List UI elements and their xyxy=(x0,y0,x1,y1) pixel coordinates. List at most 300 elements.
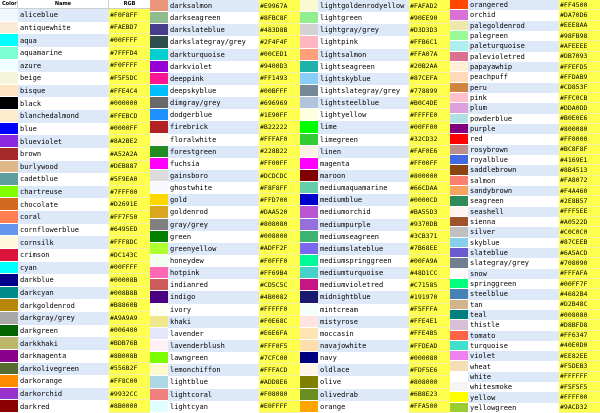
color-name: mediumvioletred xyxy=(318,279,409,291)
color-name: slateblue xyxy=(468,248,559,258)
color-hex: #9400D3 xyxy=(259,61,300,73)
color-hex: #778899 xyxy=(409,85,450,97)
color-name: orange xyxy=(318,401,409,413)
color-name: forestgreen xyxy=(168,146,259,158)
color-swatch xyxy=(150,243,168,255)
color-name: mistyrose xyxy=(318,316,409,328)
color-name: cornsilk xyxy=(18,236,109,249)
color-swatch xyxy=(150,61,168,73)
color-name: aliceblue xyxy=(18,9,109,22)
color-swatch xyxy=(0,299,18,312)
color-name: blue xyxy=(18,123,109,136)
table-row xyxy=(300,85,449,97)
color-hex: #808080 xyxy=(259,219,300,231)
color-name: lavenderblush xyxy=(168,340,259,352)
color-column-2 xyxy=(150,0,300,413)
color-name: peachpuff xyxy=(468,72,559,82)
color-swatch xyxy=(300,328,318,340)
color-name: thistle xyxy=(468,320,559,330)
color-hex: #B0E0E6 xyxy=(559,114,600,124)
color-hex: #FFEFD5 xyxy=(559,62,600,72)
color-hex: #FF1493 xyxy=(259,73,300,85)
color-swatch xyxy=(300,12,318,24)
color-swatch xyxy=(450,134,468,144)
color-hex: #4169E1 xyxy=(559,155,600,165)
color-column-4 xyxy=(450,0,600,413)
color-name: navajowhite xyxy=(318,340,409,352)
table-row xyxy=(450,186,599,196)
color-hex: #9ACD32 xyxy=(559,403,600,413)
color-name: turquoise xyxy=(468,341,559,351)
header-color: Color xyxy=(2,1,17,7)
color-hex: #D2691E xyxy=(109,198,150,211)
color-name: antiquewhite xyxy=(18,22,109,35)
color-hex: #CD853F xyxy=(559,83,600,93)
color-swatch xyxy=(0,325,18,338)
table-row xyxy=(300,134,449,146)
color-hex: #FF00FF xyxy=(409,158,450,170)
color-swatch xyxy=(150,73,168,85)
color-hex: #008B8B xyxy=(109,287,150,300)
color-name: cornflowerblue xyxy=(18,224,109,237)
color-name: orangered xyxy=(468,0,559,10)
color-swatch xyxy=(0,161,18,174)
color-swatch xyxy=(300,401,318,413)
color-swatch xyxy=(300,231,318,243)
color-swatch xyxy=(450,176,468,186)
color-swatch xyxy=(0,22,18,35)
table-row xyxy=(300,316,449,328)
color-swatch xyxy=(450,310,468,320)
color-name: tomato xyxy=(468,331,559,341)
color-swatch xyxy=(150,340,168,352)
color-name: maroon xyxy=(318,170,409,182)
table-row xyxy=(450,83,599,93)
table-row xyxy=(150,73,299,85)
color-hex: #87CEEB xyxy=(559,238,600,248)
table-row xyxy=(150,170,299,182)
table-row xyxy=(150,316,299,328)
color-swatch xyxy=(150,352,168,364)
color-name: mediumseagreen xyxy=(318,231,409,243)
table-row xyxy=(0,224,149,237)
color-name: orchid xyxy=(468,10,559,20)
color-hex: #FFC0CB xyxy=(559,93,600,103)
color-swatch xyxy=(300,304,318,316)
color-swatch xyxy=(300,194,318,206)
table-row xyxy=(150,279,299,291)
color-name: fuchsia xyxy=(168,158,259,170)
color-hex: #BA55D3 xyxy=(409,206,450,218)
color-hex: #8B008B xyxy=(109,350,150,363)
color-hex: #A0522D xyxy=(559,217,600,227)
color-hex: #5F9EA0 xyxy=(109,173,150,186)
table-row xyxy=(450,21,599,31)
color-hex: #F8F8FF xyxy=(259,182,300,194)
color-name: hotpink xyxy=(168,267,259,279)
color-hex: #E9967A xyxy=(259,0,300,12)
table-row xyxy=(450,155,599,165)
color-hex: #006400 xyxy=(109,325,150,338)
color-name: lemonchiffon xyxy=(168,364,259,376)
color-name: bisque xyxy=(18,85,109,98)
table-row xyxy=(150,304,299,316)
color-swatch xyxy=(450,124,468,134)
color-swatch xyxy=(0,249,18,262)
color-swatch xyxy=(450,103,468,113)
color-hex: #87CEFA xyxy=(409,73,450,85)
color-name: chartreuse xyxy=(18,186,109,199)
color-name: khaki xyxy=(168,316,259,328)
color-swatch xyxy=(0,97,18,110)
color-swatch xyxy=(150,401,168,413)
color-name: lightgreen xyxy=(318,12,409,24)
color-name: palegoldenrod xyxy=(468,21,559,31)
color-swatch xyxy=(450,392,468,402)
table-row xyxy=(300,352,449,364)
color-hex: #DB7093 xyxy=(559,52,600,62)
table-row xyxy=(450,41,599,51)
table-row xyxy=(150,109,299,121)
color-name: mediumorchid xyxy=(318,206,409,218)
color-swatch xyxy=(150,97,168,109)
color-name: white xyxy=(468,372,559,382)
color-hex: #A9A9A9 xyxy=(109,312,150,325)
color-swatch xyxy=(450,41,468,51)
color-hex: #EE82EE xyxy=(559,351,600,361)
table-row xyxy=(300,182,449,194)
color-hex: #00FF00 xyxy=(409,121,450,133)
table-row xyxy=(450,331,599,341)
color-hex: #FFF0F5 xyxy=(259,340,300,352)
color-name: seagreen xyxy=(468,196,559,206)
color-name: lightpink xyxy=(318,36,409,48)
color-swatch xyxy=(0,262,18,275)
color-hex: #483D8B xyxy=(259,24,300,36)
color-hex: #FFFACD xyxy=(259,364,300,376)
color-hex: #FF0000 xyxy=(559,134,600,144)
table-row xyxy=(0,123,149,136)
table-row xyxy=(0,72,149,85)
color-hex: #FFB6C1 xyxy=(409,36,450,48)
color-swatch xyxy=(300,389,318,401)
color-name: snow xyxy=(468,269,559,279)
color-name: lightseagreen xyxy=(318,61,409,73)
color-hex: #000080 xyxy=(409,352,450,364)
color-hex: #FF7F50 xyxy=(109,211,150,224)
color-hex: #0000FF xyxy=(109,123,150,136)
color-hex: #6495ED xyxy=(109,224,150,237)
color-name: darkturquoise xyxy=(168,49,259,61)
color-swatch xyxy=(300,61,318,73)
table-row xyxy=(150,352,299,364)
color-swatch xyxy=(0,34,18,47)
color-hex: #6B8E23 xyxy=(409,389,450,401)
color-swatch xyxy=(150,255,168,267)
color-name: purple xyxy=(468,124,559,134)
color-name: chocolate xyxy=(18,198,109,211)
color-name: magenta xyxy=(318,158,409,170)
color-hex: #1E90FF xyxy=(259,109,300,121)
color-name: skyblue xyxy=(468,238,559,248)
color-swatch xyxy=(0,135,18,148)
color-name: darkgreen xyxy=(18,325,109,338)
color-swatch xyxy=(0,363,18,376)
color-name: aqua xyxy=(18,34,109,47)
color-swatch xyxy=(150,24,168,36)
color-name: cyan xyxy=(18,262,109,275)
color-swatch xyxy=(0,47,18,60)
color-name: darkgray/grey xyxy=(18,312,109,325)
color-hex: #2F4F4F xyxy=(259,36,300,48)
color-hex: #FFD700 xyxy=(259,194,300,206)
color-swatch xyxy=(450,258,468,268)
table-row xyxy=(300,12,449,24)
color-swatch xyxy=(150,376,168,388)
color-hex: #FFFF00 xyxy=(559,392,600,402)
color-name: paleturquoise xyxy=(468,41,559,51)
color-swatch xyxy=(150,36,168,48)
color-hex: #FF8C00 xyxy=(109,375,150,388)
table-row xyxy=(450,320,599,330)
color-name: blanchedalmond xyxy=(18,110,109,123)
color-name: burlywood xyxy=(18,161,109,174)
color-hex: #00FF7F xyxy=(559,279,600,289)
color-hex: #FDF5E6 xyxy=(409,364,450,376)
table-row xyxy=(450,207,599,217)
color-hex: #4682B4 xyxy=(559,289,600,299)
color-name: lightskyblue xyxy=(318,73,409,85)
color-swatch xyxy=(450,320,468,330)
color-name: lightgray/grey xyxy=(318,24,409,36)
color-swatch xyxy=(450,217,468,227)
color-name: darkslateblue xyxy=(168,24,259,36)
color-swatch xyxy=(450,52,468,62)
color-hex: #F0FFFF xyxy=(109,60,150,73)
table-row xyxy=(450,310,599,320)
color-hex: #8FBC8F xyxy=(259,12,300,24)
color-name: yellowgreen xyxy=(468,403,559,413)
table-row xyxy=(450,72,599,82)
color-hex: #DDA0DD xyxy=(559,103,600,113)
table-row xyxy=(300,231,449,243)
color-name: darkblue xyxy=(18,274,109,287)
table-row xyxy=(450,269,599,279)
color-name: mediumslateblue xyxy=(318,243,409,255)
color-hex: #FFDEAD xyxy=(409,340,450,352)
color-swatch xyxy=(150,304,168,316)
color-hex: #8B0000 xyxy=(109,400,150,413)
color-hex: #FAEBD7 xyxy=(109,22,150,35)
color-hex: #191970 xyxy=(409,291,450,303)
color-swatch xyxy=(150,316,168,328)
color-name: salmon xyxy=(468,176,559,186)
color-hex: #4B0082 xyxy=(259,291,300,303)
table-row xyxy=(150,231,299,243)
color-swatch xyxy=(450,62,468,72)
color-name: deepskyblue xyxy=(168,85,259,97)
color-swatch xyxy=(300,97,318,109)
color-swatch xyxy=(450,145,468,155)
color-name: mediumblue xyxy=(318,194,409,206)
table-row xyxy=(150,194,299,206)
color-swatch xyxy=(300,291,318,303)
color-swatch xyxy=(0,400,18,413)
color-hex: #00BFFF xyxy=(259,85,300,97)
table-row xyxy=(450,361,599,371)
color-hex: #20B2AA xyxy=(409,61,450,73)
color-name: gold xyxy=(168,194,259,206)
color-swatch xyxy=(0,198,18,211)
color-hex: #FAFAD2 xyxy=(409,0,450,12)
color-hex: #FFF8DC xyxy=(109,236,150,249)
color-swatch xyxy=(300,0,318,12)
color-swatch xyxy=(0,9,18,22)
color-name: indigo xyxy=(168,291,259,303)
color-swatch xyxy=(450,289,468,299)
color-swatch xyxy=(300,352,318,364)
table-row xyxy=(450,62,599,72)
table-row xyxy=(450,103,599,113)
color-name: darkslategray/grey xyxy=(168,36,259,48)
table-header xyxy=(0,0,149,9)
color-swatch xyxy=(0,274,18,287)
color-swatch xyxy=(150,206,168,218)
color-name: whitesmoke xyxy=(468,382,559,392)
color-name: palevioletred xyxy=(468,52,559,62)
color-swatch xyxy=(450,93,468,103)
color-hex: #FFFFFF xyxy=(559,372,600,382)
color-name: darkorchid xyxy=(18,388,109,401)
table-row xyxy=(300,401,449,413)
color-hex: #F0E68C xyxy=(259,316,300,328)
color-hex: #E0FFFF xyxy=(259,401,300,413)
color-hex: #FAF0E6 xyxy=(409,146,450,158)
color-name: darkcyan xyxy=(18,287,109,300)
table-row xyxy=(0,186,149,199)
color-name: lightsteelblue xyxy=(318,97,409,109)
color-swatch xyxy=(150,85,168,97)
color-swatch xyxy=(150,146,168,158)
table-row xyxy=(450,145,599,155)
table-row xyxy=(300,328,449,340)
table-row xyxy=(300,243,449,255)
color-hex: #00FA9A xyxy=(409,255,450,267)
color-hex: #FFF5EE xyxy=(559,207,600,217)
color-name: coral xyxy=(18,211,109,224)
table-row xyxy=(150,182,299,194)
color-swatch xyxy=(300,170,318,182)
color-swatch xyxy=(450,279,468,289)
color-name: darkviolet xyxy=(168,61,259,73)
table-row xyxy=(450,10,599,20)
table-row xyxy=(150,255,299,267)
color-name: honeydew xyxy=(168,255,259,267)
table-row xyxy=(150,146,299,158)
color-name: darkolivegreen xyxy=(18,363,109,376)
table-row xyxy=(300,146,449,158)
color-swatch xyxy=(300,158,318,170)
table-row xyxy=(0,262,149,275)
table-row xyxy=(150,389,299,401)
table-row xyxy=(450,124,599,134)
color-hex: #98FB98 xyxy=(559,31,600,41)
color-swatch xyxy=(150,134,168,146)
color-swatch xyxy=(450,21,468,31)
color-name: greenyellow xyxy=(168,243,259,255)
color-swatch xyxy=(300,134,318,146)
table-row xyxy=(300,364,449,376)
color-name: violet xyxy=(468,351,559,361)
color-swatch xyxy=(0,337,18,350)
table-row xyxy=(450,279,599,289)
color-hex: #6A5ACD xyxy=(559,248,600,258)
color-swatch xyxy=(450,31,468,41)
table-row xyxy=(450,372,599,382)
color-name: saddlebrown xyxy=(468,165,559,175)
color-swatch xyxy=(0,148,18,161)
color-name: floralwhite xyxy=(168,134,259,146)
color-hex: #DA70D6 xyxy=(559,10,600,20)
table-row xyxy=(0,211,149,224)
color-swatch xyxy=(150,231,168,243)
color-swatch xyxy=(450,72,468,82)
color-hex: #FFE4E1 xyxy=(409,316,450,328)
table-row xyxy=(150,97,299,109)
color-hex: #708090 xyxy=(559,258,600,268)
table-row xyxy=(450,217,599,227)
color-name: olive xyxy=(318,376,409,388)
color-swatch xyxy=(300,121,318,133)
color-name: darkred xyxy=(18,400,109,413)
color-hex: #00FFFF xyxy=(109,262,150,275)
color-swatch xyxy=(150,170,168,182)
table-row xyxy=(450,31,599,41)
table-row xyxy=(450,258,599,268)
table-row xyxy=(0,135,149,148)
table-row xyxy=(0,325,149,338)
table-row xyxy=(0,60,149,73)
color-hex: #AFEEEE xyxy=(559,41,600,51)
color-swatch xyxy=(300,219,318,231)
color-hex: #F5F5F5 xyxy=(559,382,600,392)
color-name: pink xyxy=(468,93,559,103)
table-row xyxy=(0,148,149,161)
color-swatch xyxy=(450,238,468,248)
color-hex: #0000CD xyxy=(409,194,450,206)
color-name: mediumaquamarine xyxy=(318,182,409,194)
color-hex: #F08080 xyxy=(259,389,300,401)
color-name: ghostwhite xyxy=(168,182,259,194)
color-hex: #FFFAFA xyxy=(559,269,600,279)
color-swatch xyxy=(300,36,318,48)
color-hex: #C0C0C0 xyxy=(559,227,600,237)
color-hex: #800000 xyxy=(409,170,450,182)
color-swatch xyxy=(0,110,18,123)
color-hex: #FF69B4 xyxy=(259,267,300,279)
table-row xyxy=(450,0,599,10)
color-name: mediumturquoise xyxy=(318,267,409,279)
color-swatch xyxy=(450,0,468,10)
table-row xyxy=(0,161,149,174)
color-hex: #00CED1 xyxy=(259,49,300,61)
color-hex: #8A2BE2 xyxy=(109,135,150,148)
color-swatch xyxy=(0,224,18,237)
color-hex: #FFA500 xyxy=(409,401,450,413)
color-name: lawngreen xyxy=(168,352,259,364)
table-row xyxy=(300,121,449,133)
color-hex: #F4A460 xyxy=(559,186,600,196)
